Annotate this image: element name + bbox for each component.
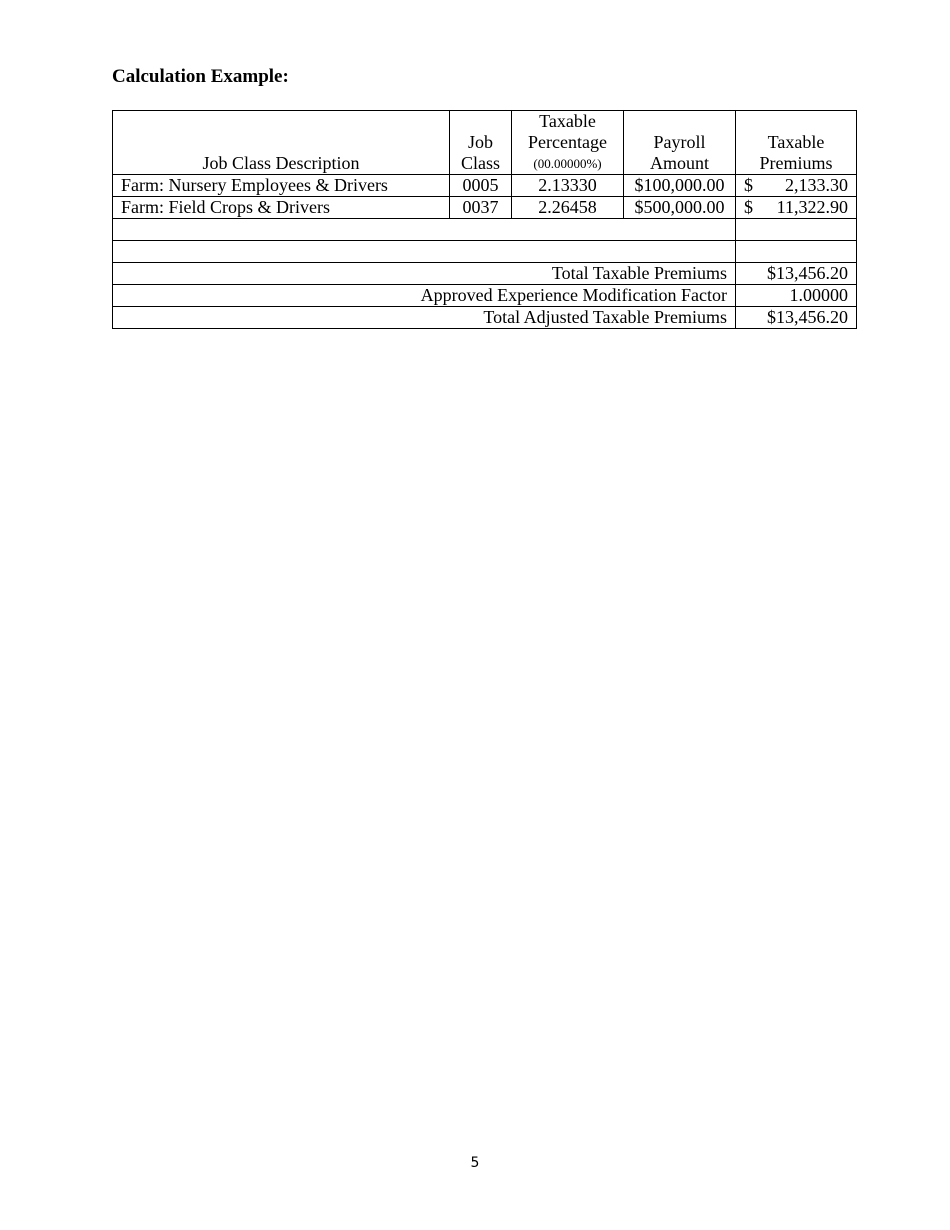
table-row — [113, 175, 857, 197]
calculation-table — [112, 110, 857, 329]
summary-row-total-taxable — [113, 263, 857, 285]
header-job-class-description: Job Class Description — [113, 111, 450, 175]
empty-cell — [113, 219, 736, 241]
row-job-class: 0037 — [450, 197, 512, 219]
row-description: Farm: Nursery Employees & Drivers — [113, 175, 450, 197]
row-percentage: 2.13330 — [512, 175, 624, 197]
premium-symbol: $ — [744, 175, 753, 195]
row-payroll: $100,000.00 — [624, 175, 736, 197]
header-job-class: Job Class — [450, 111, 512, 175]
page-number: 5 — [470, 1155, 480, 1171]
row-description: Farm: Field Crops & Drivers — [113, 197, 450, 219]
header-taxable-premiums: Taxable Premiums — [736, 111, 857, 175]
summary-value: 1.00000 — [736, 285, 857, 307]
summary-row-total-adjusted — [113, 307, 857, 329]
summary-value: $13,456.20 — [736, 263, 857, 285]
premium-value: 2,133.30 — [785, 175, 848, 195]
empty-cell — [736, 219, 857, 241]
header-taxable-percentage: Taxable Percentage (00.00000%) — [512, 111, 624, 175]
summary-label: Approved Experience Modification Factor — [113, 285, 736, 307]
row-premium — [736, 197, 857, 219]
section-heading: Calculation Example: — [112, 66, 289, 87]
empty-cell — [113, 241, 736, 263]
row-premium — [736, 175, 857, 197]
empty-row — [113, 241, 857, 263]
empty-cell — [736, 241, 857, 263]
table-header-row — [113, 111, 857, 175]
row-percentage: 2.26458 — [512, 197, 624, 219]
table-row — [113, 197, 857, 219]
premium-symbol: $ — [744, 197, 753, 217]
row-job-class: 0005 — [450, 175, 512, 197]
empty-row — [113, 219, 857, 241]
summary-value: $13,456.20 — [736, 307, 857, 329]
row-payroll: $500,000.00 — [624, 197, 736, 219]
header-payroll-amount: Payroll Amount — [624, 111, 736, 175]
summary-label: Total Adjusted Taxable Premiums — [113, 307, 736, 329]
summary-row-modification-factor — [113, 285, 857, 307]
premium-value: 11,322.90 — [776, 197, 848, 217]
summary-label: Total Taxable Premiums — [113, 263, 736, 285]
